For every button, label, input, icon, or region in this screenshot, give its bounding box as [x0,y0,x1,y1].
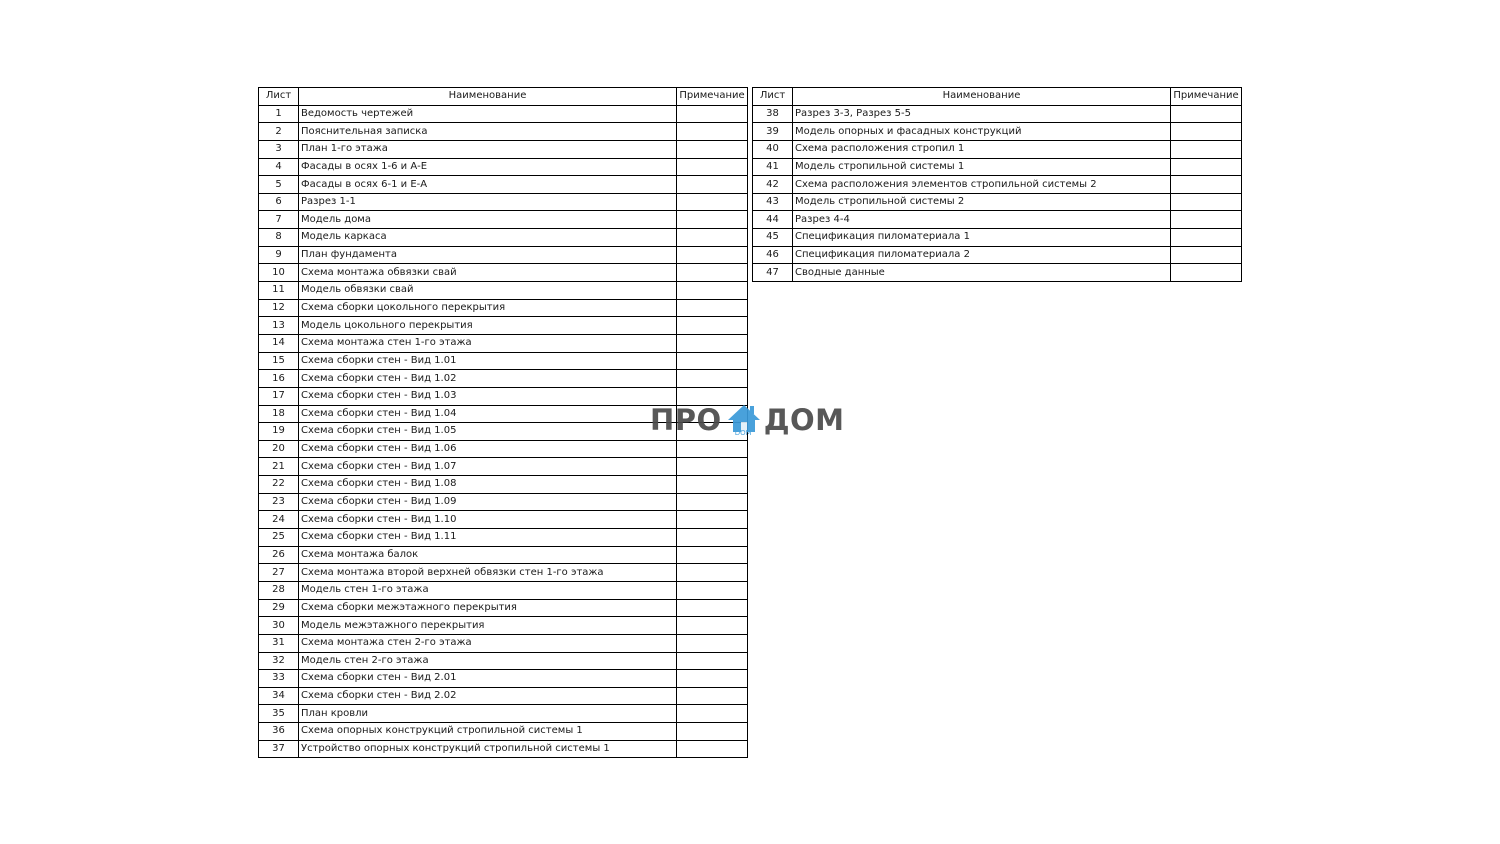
table-row [259,370,748,388]
note-cell [677,299,748,317]
table-row [259,652,748,670]
note-cell [677,740,748,758]
table-row [259,264,748,282]
watermark-subtext: DOM [734,429,752,437]
note-cell [1171,176,1242,194]
note-cell [677,493,748,511]
table-row [259,634,748,652]
header-name: Наименование [299,88,677,106]
note-cell [677,229,748,247]
sheet-name-cell: Модель межэтажного перекрытия [299,617,677,635]
note-cell [1171,229,1242,247]
sheet-number-cell: 14 [259,334,299,352]
sheet-name-cell: Схема монтажа стен 2-го этажа [299,634,677,652]
table-row [259,723,748,741]
sheet-name-cell: Модель обвязки свай [299,282,677,300]
note-cell [677,476,748,494]
table-row [259,511,748,529]
sheet-number-cell: 41 [753,158,793,176]
header-note: Примечание [1171,88,1242,106]
sheet-number-cell: 32 [259,652,299,670]
note-cell [677,123,748,141]
sheet-name-cell: Схема монтажа обвязки свай [299,264,677,282]
sheet-name-cell: Схема сборки стен - Вид 1.10 [299,511,677,529]
sheet-name-cell: План кровли [299,705,677,723]
note-cell [677,158,748,176]
sheet-name-cell: Схема сборки стен - Вид 1.06 [299,440,677,458]
table-row [753,140,1242,158]
sheet-number-cell: 19 [259,423,299,441]
note-cell [1171,193,1242,211]
note-cell [677,440,748,458]
sheet-name-cell: Схема сборки стен - Вид 1.02 [299,370,677,388]
note-cell [1171,246,1242,264]
table-row [753,105,1242,123]
note-cell [677,670,748,688]
sheet-number-cell: 35 [259,705,299,723]
header-sheet: Лист [259,88,299,106]
sheet-name-cell: Модель дома [299,211,677,229]
sheet-name-cell: Схема сборки стен - Вид 1.07 [299,458,677,476]
sheet-name-cell: Схема расположения элементов стропильной системы 2 [793,176,1171,194]
table-row [259,158,748,176]
sheet-name-cell: Разрез 1-1 [299,193,677,211]
sheet-number-cell: 42 [753,176,793,194]
sheet-number-cell: 1 [259,105,299,123]
table-row [259,529,748,547]
note-cell [677,370,748,388]
table-row [753,176,1242,194]
table-row [259,581,748,599]
note-cell [677,634,748,652]
sheet-name-cell: Схема сборки стен - Вид 1.04 [299,405,677,423]
note-cell [677,317,748,335]
watermark-text-right: ДОМ [763,403,845,437]
table-row [259,229,748,247]
note-cell [677,546,748,564]
sheet-number-cell: 12 [259,299,299,317]
sheet-name-cell: Схема сборки стен - Вид 1.01 [299,352,677,370]
sheet-number-cell: 6 [259,193,299,211]
sheet-name-cell: Пояснительная записка [299,123,677,141]
sheet-number-cell: 39 [753,123,793,141]
sheet-number-cell: 4 [259,158,299,176]
sheet-name-cell: Ведомость чертежей [299,105,677,123]
note-cell [1171,140,1242,158]
note-cell [677,282,748,300]
note-cell [1171,105,1242,123]
sheet-name-cell: Схема опорных конструкций стропильной системы 1 [299,723,677,741]
note-cell [677,723,748,741]
sheet-number-cell: 8 [259,229,299,247]
table-row [259,687,748,705]
sheet-number-cell: 30 [259,617,299,635]
table-row [259,599,748,617]
sheet-number-cell: 17 [259,387,299,405]
table-row [259,140,748,158]
note-cell [677,599,748,617]
table-row [259,352,748,370]
note-cell [677,705,748,723]
note-cell [677,334,748,352]
note-cell [677,529,748,547]
sheet-number-cell: 16 [259,370,299,388]
sheet-name-cell: Схема сборки цокольного перекрытия [299,299,677,317]
note-cell [677,105,748,123]
note-cell [677,511,748,529]
note-cell [677,176,748,194]
sheet-number-cell: 37 [259,740,299,758]
sheet-number-cell: 44 [753,211,793,229]
sheet-number-cell: 26 [259,546,299,564]
sheet-number-cell: 22 [259,476,299,494]
note-cell [677,652,748,670]
table-row [259,617,748,635]
sheet-number-cell: 43 [753,193,793,211]
sheet-number-cell: 9 [259,246,299,264]
sheet-number-cell: 11 [259,282,299,300]
table-header-row [259,88,748,106]
sheet-number-cell: 20 [259,440,299,458]
sheet-name-cell: Разрез 3-3, Разрез 5-5 [793,105,1171,123]
sheet-number-cell: 23 [259,493,299,511]
note-cell [677,193,748,211]
sheet-number-cell: 27 [259,564,299,582]
sheet-number-cell: 25 [259,529,299,547]
table-body-right [753,105,1242,281]
sheet-number-cell: 46 [753,246,793,264]
drawing-list-table-right [752,87,1242,282]
note-cell [1171,158,1242,176]
header-sheet: Лист [753,88,793,106]
sheet-name-cell: Модель стен 2-го этажа [299,652,677,670]
table-row [259,246,748,264]
table-row [753,211,1242,229]
prodom-watermark-logo [650,400,845,440]
sheet-number-cell: 24 [259,511,299,529]
sheet-name-cell: Схема сборки стен - Вид 1.03 [299,387,677,405]
table-row [753,193,1242,211]
sheet-name-cell: План фундамента [299,246,677,264]
sheet-number-cell: 7 [259,211,299,229]
table-row [259,105,748,123]
sheet-number-cell: 21 [259,458,299,476]
table-row [259,440,748,458]
table-row [259,211,748,229]
sheet-name-cell: Модель стропильной системы 1 [793,158,1171,176]
note-cell [1171,123,1242,141]
sheet-number-cell: 15 [259,352,299,370]
table-row [753,123,1242,141]
sheet-number-cell: 40 [753,140,793,158]
sheet-number-cell: 10 [259,264,299,282]
table-row [259,299,748,317]
sheet-name-cell: Схема сборки стен - Вид 2.01 [299,670,677,688]
table-row [259,476,748,494]
table-row [753,246,1242,264]
house-icon [726,400,762,440]
note-cell [677,140,748,158]
header-name: Наименование [793,88,1171,106]
sheet-number-cell: 45 [753,229,793,247]
sheet-name-cell: Модель стен 1-го этажа [299,581,677,599]
sheet-name-cell: Схема сборки стен - Вид 1.05 [299,423,677,441]
table-row [259,670,748,688]
sheet-number-cell: 47 [753,264,793,282]
note-cell [1171,264,1242,282]
note-cell [677,264,748,282]
sheet-name-cell: Схема сборки межэтажного перекрытия [299,599,677,617]
sheet-name-cell: Схема монтажа балок [299,546,677,564]
table-row [259,176,748,194]
table-row [753,229,1242,247]
header-note: Примечание [677,88,748,106]
note-cell [677,246,748,264]
table-row [259,564,748,582]
table-row [259,123,748,141]
sheet-name-cell: Схема монтажа стен 1-го этажа [299,334,677,352]
table-row [259,740,748,758]
note-cell [677,581,748,599]
sheet-name-cell: Модель каркаса [299,229,677,247]
note-cell [677,458,748,476]
sheet-name-cell: Фасады в осях 6-1 и Е-А [299,176,677,194]
sheet-number-cell: 2 [259,123,299,141]
table-row [259,493,748,511]
table-row [259,317,748,335]
sheet-name-cell: Модель цокольного перекрытия [299,317,677,335]
sheet-name-cell: Схема сборки стен - Вид 1.11 [299,529,677,547]
sheet-name-cell: Схема сборки стен - Вид 1.09 [299,493,677,511]
sheet-name-cell: Схема сборки стен - Вид 1.08 [299,476,677,494]
table-row [259,546,748,564]
sheet-number-cell: 33 [259,670,299,688]
sheet-name-cell: Спецификация пиломатериала 2 [793,246,1171,264]
sheet-number-cell: 34 [259,687,299,705]
note-cell [677,687,748,705]
note-cell [677,352,748,370]
sheet-number-cell: 13 [259,317,299,335]
sheet-name-cell: Спецификация пиломатериала 1 [793,229,1171,247]
sheet-name-cell: Фасады в осях 1-6 и А-Е [299,158,677,176]
table-row [259,282,748,300]
note-cell [677,211,748,229]
sheet-number-cell: 28 [259,581,299,599]
note-cell [677,617,748,635]
sheet-name-cell: План 1-го этажа [299,140,677,158]
sheet-name-cell: Схема сборки стен - Вид 2.02 [299,687,677,705]
table-row [259,334,748,352]
sheet-number-cell: 29 [259,599,299,617]
table-row [753,158,1242,176]
table-row [259,193,748,211]
note-cell [677,564,748,582]
sheet-number-cell: 38 [753,105,793,123]
sheet-number-cell: 5 [259,176,299,194]
sheet-name-cell: Модель стропильной системы 2 [793,193,1171,211]
sheet-number-cell: 31 [259,634,299,652]
table-row [753,264,1242,282]
sheet-number-cell: 3 [259,140,299,158]
note-cell [1171,211,1242,229]
sheet-name-cell: Модель опорных и фасадных конструкций [793,123,1171,141]
sheet-name-cell: Разрез 4-4 [793,211,1171,229]
table-header-row [753,88,1242,106]
sheet-number-cell: 36 [259,723,299,741]
table-row [259,705,748,723]
table-row [259,458,748,476]
sheet-name-cell: Схема расположения стропил 1 [793,140,1171,158]
sheet-name-cell: Сводные данные [793,264,1171,282]
sheet-name-cell: Схема монтажа второй верхней обвязки стен 1-го этажа [299,564,677,582]
sheet-number-cell: 18 [259,405,299,423]
watermark-text-left: ПРО [650,403,722,437]
sheet-name-cell: Устройство опорных конструкций стропильной системы 1 [299,740,677,758]
